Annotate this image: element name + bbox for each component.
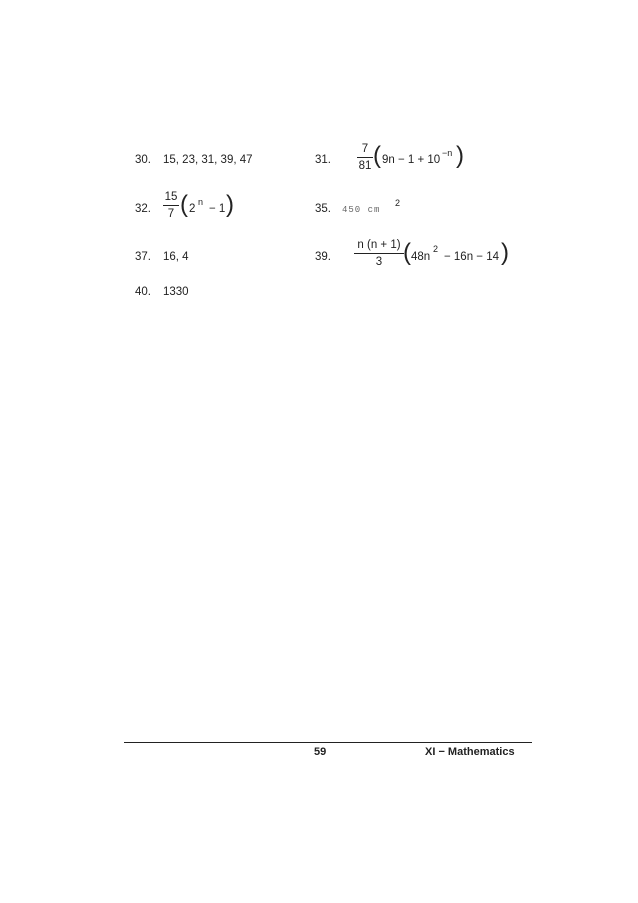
left-paren: ( (373, 142, 381, 169)
answer-39-exponent: 2 (433, 244, 439, 254)
answer-32-fraction (163, 190, 179, 221)
answer-39-number: 39. (315, 251, 331, 263)
fraction-bar (354, 253, 404, 254)
answer-39-numerator: n (n + 1) (357, 239, 401, 251)
answer-31-number: 31. (315, 154, 331, 166)
answer-32-numerator: 15 (164, 191, 178, 203)
answer-31-exponent: −n (442, 148, 453, 158)
answer-39-denominator: 3 (375, 256, 383, 268)
answer-30-text: 15, 23, 31, 39, 47 (163, 154, 253, 166)
answer-32-tail: − 1 (209, 203, 226, 215)
left-paren: ( (180, 191, 188, 218)
fraction-bar (163, 205, 179, 206)
footer-rule (124, 742, 532, 743)
answer-39-tail: − 16n − 14 (444, 251, 499, 263)
answer-35-exponent: 2 (395, 198, 401, 208)
answer-32-base: 2 (189, 203, 196, 215)
answer-35-text: 450 cm (342, 205, 381, 215)
answer-37-number: 37. (135, 251, 151, 263)
answer-30-number: 30. (135, 154, 151, 166)
right-paren: ) (456, 142, 464, 169)
fraction-bar (357, 157, 373, 158)
answer-32-exponent: n (198, 197, 204, 207)
right-paren: ) (501, 239, 509, 266)
answer-35-number: 35. (315, 203, 331, 215)
footer-title: XI − Mathematics (425, 746, 515, 758)
answer-31-body: 9n − 1 + 10 (382, 154, 441, 166)
answer-31-denominator: 81 (358, 160, 372, 172)
answer-39-base: 48n (411, 251, 431, 263)
answer-37-text: 16, 4 (163, 251, 189, 263)
page-number: 59 (314, 746, 327, 758)
answer-39-fraction (354, 238, 404, 269)
answer-40-text: 1330 (163, 286, 189, 298)
right-paren: ) (226, 191, 234, 218)
answer-32-number: 32. (135, 203, 151, 215)
answer-32-denominator: 7 (167, 208, 175, 220)
answer-31-fraction (357, 142, 373, 173)
answer-31-numerator: 7 (361, 143, 369, 155)
left-paren: ( (403, 239, 411, 266)
answer-40-number: 40. (135, 286, 151, 298)
